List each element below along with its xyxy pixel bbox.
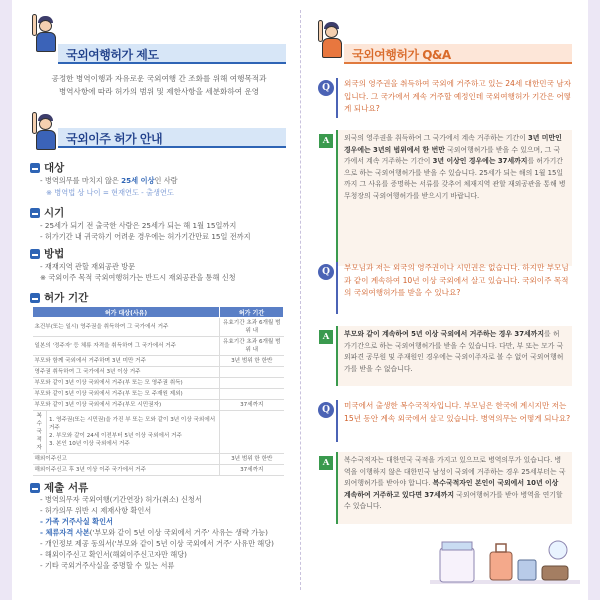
table-cell-duration xyxy=(220,389,284,400)
section-title-emigration xyxy=(36,126,286,150)
table-cell-duration: 3년 범위 한 한반 xyxy=(220,356,284,367)
table-cell-reason: 부모와 같이 3년 이상 국외에서 거주(부 또는 모 영주권 취득) xyxy=(33,378,220,389)
section-title-text: 국외여행허가 제도 xyxy=(66,47,159,62)
table-cell-duration: 유효기간 초과 6개월 범위 내 xyxy=(220,337,284,356)
column-divider xyxy=(300,10,301,590)
section-title-text: 국외이주 허가 안내 xyxy=(66,131,163,146)
intro-line-2: 병역사항에 따라 허가의 범위 및 제한사항을 세분화하여 운영 xyxy=(58,87,260,96)
table-cell-duration xyxy=(220,411,284,454)
target-note: ※ 병역법 상 나이 = 현재연도 - 출생연도 xyxy=(46,188,174,197)
method-line-2: ※ 국외이주 목적 국외여행허가는 반드시 재외공관을 통해 신청 xyxy=(40,273,236,282)
bullet-icon xyxy=(30,208,40,218)
docs-line-6: - 해외이주신고 확인서(해외이주신고자만 해당) xyxy=(40,550,187,559)
table-cell-duration: 유효기간 초과 6개월 범위 내 xyxy=(220,318,284,337)
right-border-strip xyxy=(588,0,600,600)
question-2: 부모님과 저는 외국의 영주권이나 시민권은 없습니다. 하지만 부모님과 같이 계속하여 10년 이상 국외에서 살고 있습니다. 국외이주 목적의 국외여행허가를 받을 수 있나요? xyxy=(336,262,572,314)
docs-line-4: - 체류자격 사본('부모와 같이 5년 이상 국외에서 거주' 사유는 생략 가능) xyxy=(40,528,268,537)
answer-badge: A xyxy=(319,330,333,344)
section-title-text: 국외여행허가 Q&A xyxy=(352,47,451,62)
question-badge: Q xyxy=(318,264,334,280)
question-badge: Q xyxy=(318,402,334,418)
bullet-icon xyxy=(30,163,40,173)
timing-line-2: - 허가기간 내 귀국하기 어려운 경우에는 허가기간만료 15일 전까지 xyxy=(40,232,251,241)
answer-1: 외국의 영주권을 취득하여 그 국가에서 계속 거주하는 기간이 3년 미만인 경우에는 3년의 범위에서 한 번만 국외여행허가를 받을 수 있으며, 그 국가에서 계속 거주하는 기간이 3년 이상인 경우에는 37세까지를 허가기간으로 하는 국외여행허가를 받을 수 있습니다. 25세가 되는 해의 1월 15일까지 그 사유를 증명하는 서류를 갖추어 체재지역 관할 재외공관을 통해 병무청장의 국외여행허가를 받으시기 바랍니다. xyxy=(336,130,572,266)
table-row xyxy=(33,400,284,411)
table-row xyxy=(33,337,284,356)
table-row xyxy=(33,389,284,400)
col-header-duration: 허가 기간 xyxy=(220,307,284,318)
permit-period-table xyxy=(32,306,284,476)
target-line: - 병역의무를 마치지 않은 25세 이상인 사람 xyxy=(40,176,178,185)
left-border-strip xyxy=(0,0,12,600)
intro-paragraph xyxy=(30,72,288,98)
sub-head-docs: 제출 서류 xyxy=(30,480,88,495)
table-row xyxy=(33,378,284,389)
table-row xyxy=(33,454,284,465)
sub-head-period: 허가 기간 xyxy=(30,290,88,305)
answer-badge: A xyxy=(319,134,333,148)
table-row xyxy=(33,318,284,337)
sub-head-method: 방법 xyxy=(30,246,64,261)
table-cell-reason: 일본의 '정주자' 등 체류 자격을 취득하여 그 국가에서 거주 xyxy=(33,337,220,356)
table-cell-reason: 부모와 함께 국외에서 거주하며 3년 미만 거주 xyxy=(33,356,220,367)
table-cell-duration xyxy=(220,367,284,378)
table-cell-reason: 부모와 같이 5년 이상 국외에서 거주(부 또는 모 주재원 제외) xyxy=(33,389,220,400)
method-line-1: - 재재지역 관할 재외공관 방문 xyxy=(40,262,136,271)
travel-luggage-illustration xyxy=(430,530,580,590)
docs-line-2: - 허가의무 위반 시 제재사항 확인서 xyxy=(40,506,152,515)
table-cell-duration xyxy=(220,378,284,389)
sub-head-timing: 시기 xyxy=(30,205,64,220)
table-row xyxy=(33,411,284,454)
section-title-travel-permit xyxy=(36,42,286,66)
table-cell-reason: 영주권 취득하여 그 국가에서 3년 이상 거주 xyxy=(33,367,220,378)
table-cell-duration: 37세까지 xyxy=(220,400,284,411)
table-cell-reason: 해외이주신고 xyxy=(33,454,220,465)
table-cell-reason: 초건부(또는 일시) 영주권을 취득하여 그 국가에서 거주 xyxy=(33,318,220,337)
table-cell-reason: 1. 영주권(또는 시민권)을 가진 부 또는 모와 같이 3년 이상 국외에서 거주 2. 부모와 같이 24세 이전부터 5년 이상 국외에서 거주 3. 본인 10년 이상 국외에서 거주 xyxy=(47,411,220,454)
table-cell-duration: 37세까지 xyxy=(220,465,284,476)
table-cell-reason: 해외이주신고 후 3년 이상 이주 국가에서 거주 xyxy=(33,465,220,476)
table-row xyxy=(33,465,284,476)
answer-2: 부모와 같이 계속하여 5년 이상 국외에서 거주하는 경우 37세까지를 허가기간으로 하는 국외여행허가를 받을 수 있습니다. 다만, 부 또는 모가 국외파견 공무원 및 주재원인 경우에는 국외이주자로 볼 수 없어 국외여행허가를 받을 수 없습니다. xyxy=(336,326,572,386)
col-header-reason: 허가 대상(사유) xyxy=(33,307,220,318)
bullet-icon xyxy=(30,293,40,303)
section-title-qa xyxy=(322,42,572,66)
table-cell-sub: 복수국적자 xyxy=(33,411,47,454)
intro-line-1: 공정한 병역이행과 자유로운 국외여행 간 조화를 위해 여행목적과 xyxy=(51,74,267,83)
question-1: 외국의 영주권을 취득하여 국외에 거주하고 있는 24세 대한민국 남자입니다. 그 국가에서 계속 거주할 예정인데 국외여행허가 기간은 어떻게 되나요? xyxy=(336,78,572,118)
docs-line-5: - 개인정보 제공 동의서('부모와 같이 5년 이상 국외에서 거주' 사유만 해당) xyxy=(40,539,274,548)
question-badge: Q xyxy=(318,80,334,96)
question-3: 미국에서 출생한 복수국적자입니다. 부모님은 한국에 계시지만 저는 15년 동안 계속 외국에서 살고 있습니다. 병역의무는 어떻게 되나요? xyxy=(336,400,572,442)
table-row xyxy=(33,356,284,367)
answer-badge: A xyxy=(319,456,333,470)
sub-head-target: 대상 xyxy=(30,160,64,175)
bullet-icon xyxy=(30,249,40,259)
table-row xyxy=(33,367,284,378)
table-cell-reason: 부모와 같이 3년 이상 국외에서 거주(부모 시민권자) xyxy=(33,400,220,411)
table-cell-duration: 3년 범위 한 한반 xyxy=(220,454,284,465)
timing-line-1: - 25세가 되기 전 출국한 사람은 25세가 되는 해 1월 15일까지 xyxy=(40,221,237,230)
docs-line-3: - 가족 거주사실 확인서 xyxy=(40,517,113,526)
docs-line-1: - 병역의무자 국외여행(기간연장) 허가(취소) 신청서 xyxy=(40,495,202,504)
docs-line-7: - 기타 국외거주사실을 증명할 수 있는 서류 xyxy=(40,561,175,570)
answer-3: 복수국적자는 대한민국 국적을 가지고 있으므로 병역의무가 있습니다. 병역을 이행하지 않은 대한민국 남성이 국외에 거주하는 경우 25세부터는 국외여행허가를 받아야 합니다. 복수국적자인 본인이 국외에서 10년 이상 계속하여 거주하고 있다면 37세까지 국외여행허가를 받아 병역을 연기할 수 있습니다. xyxy=(336,452,572,524)
bullet-icon xyxy=(30,483,40,493)
